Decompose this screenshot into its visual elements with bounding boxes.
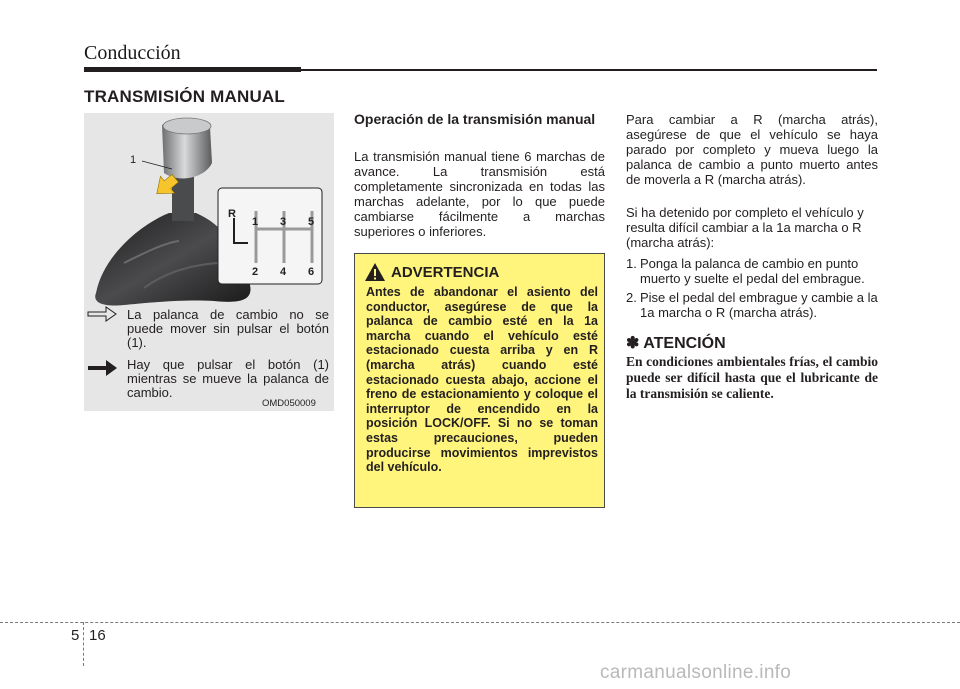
- footer-rule: [0, 622, 960, 623]
- section-title: TRANSMISIÓN MANUAL: [84, 87, 285, 106]
- gear-label-2: 2: [252, 266, 259, 278]
- body-paragraph: La transmisión manual tiene 6 marchas de avance. La transmisión está completamente sincronizada en todas las marchas adelante, por lo que puede cambiarse fácilmente a marchas superiores o inferiores.: [354, 149, 605, 239]
- gear-label-4: 4: [280, 266, 287, 278]
- header-rule-thin: [301, 69, 877, 71]
- chapter-title: Conducción: [84, 42, 181, 64]
- figure-note-1: La palanca de cambio no se puede mover sin pulsar el botón (1).: [127, 307, 329, 350]
- steps-list: [626, 256, 878, 324]
- column-heading: Operación de la transmisión manual: [354, 111, 596, 127]
- list-item: 2. Pise el pedal del embrague y cambie a la 1a marcha o R (marcha atrás).: [626, 290, 878, 320]
- warning-triangle-icon: [364, 262, 386, 282]
- footer-divider: [83, 622, 84, 666]
- warning-text: Antes de abandonar el asiento del conductor, asegúrese de que la palanca de cambio esté en la 1a marcha cuando el vehículo esté estacionado cuesta arriba y en R (marcha atrás) cuando esté estacionado cuesta abajo, accione el freno de estacionamiento y coloque el interruptor de encendido en la posición LOCK/OFF. Si no se toman estas precauciones, pueden producirse movimientos imprevistos del vehículo.: [366, 285, 598, 475]
- gear-label-6: 6: [308, 266, 315, 278]
- page-number: 16: [89, 627, 106, 644]
- gear-label-5: 5: [308, 216, 315, 228]
- callout-number: 1: [130, 154, 137, 166]
- gear-label-r: R: [228, 208, 236, 220]
- chapter-number: 5: [71, 627, 80, 644]
- solid-arrow-icon: [88, 360, 117, 376]
- body-paragraph-difficult: Si ha detenido por completo el vehículo y resulta difícil cambiar a la 1a marcha o R (marcha atrás):: [626, 205, 864, 250]
- body-paragraph-reverse: Para cambiar a R (marcha atrás), asegúrese de que el vehículo se haya parado por completo y mueva luego la palanca de cambio a punto muerto antes de moverla a R (marcha atrás).: [626, 112, 878, 187]
- figure-code: OMD050009: [262, 398, 316, 409]
- outline-arrow-icon: [88, 307, 116, 321]
- gear-label-1: 1: [252, 216, 259, 228]
- figure-note-2: Hay que pulsar el botón (1) mientras se mueve la palanca de cambio.: [127, 357, 329, 400]
- list-item: 1. Ponga la palanca de cambio en punto muerto y suelte el pedal del embrague.: [626, 256, 865, 286]
- atencion-title: ✽ ATENCIÓN: [626, 335, 726, 352]
- header-rule-thick: [84, 67, 301, 72]
- warning-title: ADVERTENCIA: [391, 264, 500, 281]
- watermark: carmanualsonline.info: [600, 662, 792, 683]
- atencion-text: En condiciones ambientales frías, el cambio puede ser difícil hasta que el lubricante de la transmisión se caliente.: [626, 354, 878, 401]
- gear-label-3: 3: [280, 216, 287, 228]
